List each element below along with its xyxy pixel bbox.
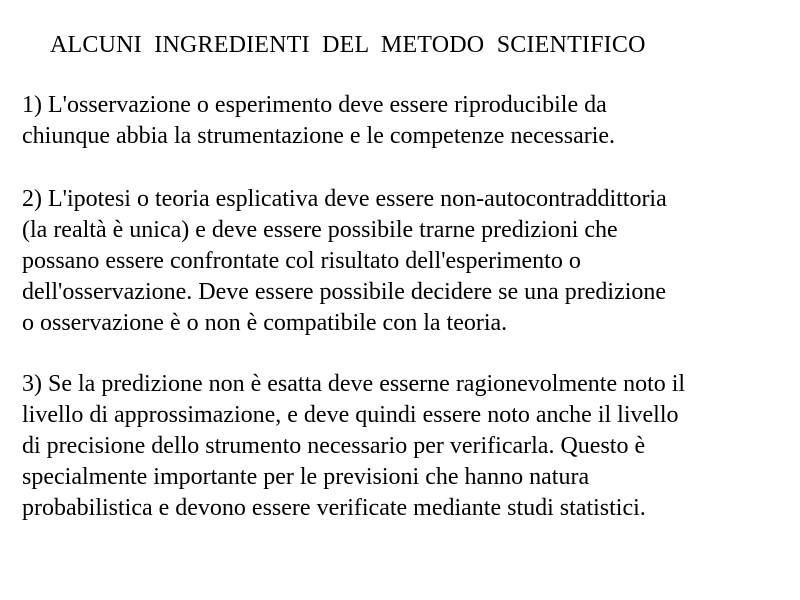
paragraph-1	[22, 90, 615, 152]
paragraph-line: possano essere confrontate col risultato dell'esperimento o	[22, 248, 581, 274]
slide-title: ALCUNI INGREDIENTI DEL METODO SCIENTIFICO	[50, 32, 646, 58]
paragraph-line: 3) Se la predizione non è esatta deve esserne ragionevolmente noto il	[22, 371, 686, 397]
paragraph-line: dell'osservazione. Deve essere possibile decidere se una predizione	[22, 279, 667, 305]
paragraph-line: probabilistica e devono essere verificate mediante studi statistici.	[22, 495, 646, 521]
paragraph-line: specialmente importante per le previsioni che hanno natura	[22, 464, 590, 490]
paragraph-line: di precisione dello strumento necessario per verificarla. Questo è	[22, 433, 646, 459]
paragraph-line: (la realtà è unica) e deve essere possibile trarne predizioni che	[22, 217, 618, 243]
paragraph-line: 2) L'ipotesi o teoria esplicativa deve essere non-autocontraddittoria	[22, 186, 667, 212]
paragraph-2	[22, 184, 667, 339]
paragraph-3	[22, 369, 685, 524]
paragraph-line: 1) L'osservazione o esperimento deve essere riproducibile da	[22, 92, 607, 118]
paragraph-line: livello di approssimazione, e deve quindi essere noto anche il livello	[22, 402, 679, 428]
paragraph-line: o osservazione è o non è compatibile con la teoria.	[22, 310, 508, 336]
paragraph-line: chiunque abbia la strumentazione e le competenze necessarie.	[22, 123, 616, 149]
